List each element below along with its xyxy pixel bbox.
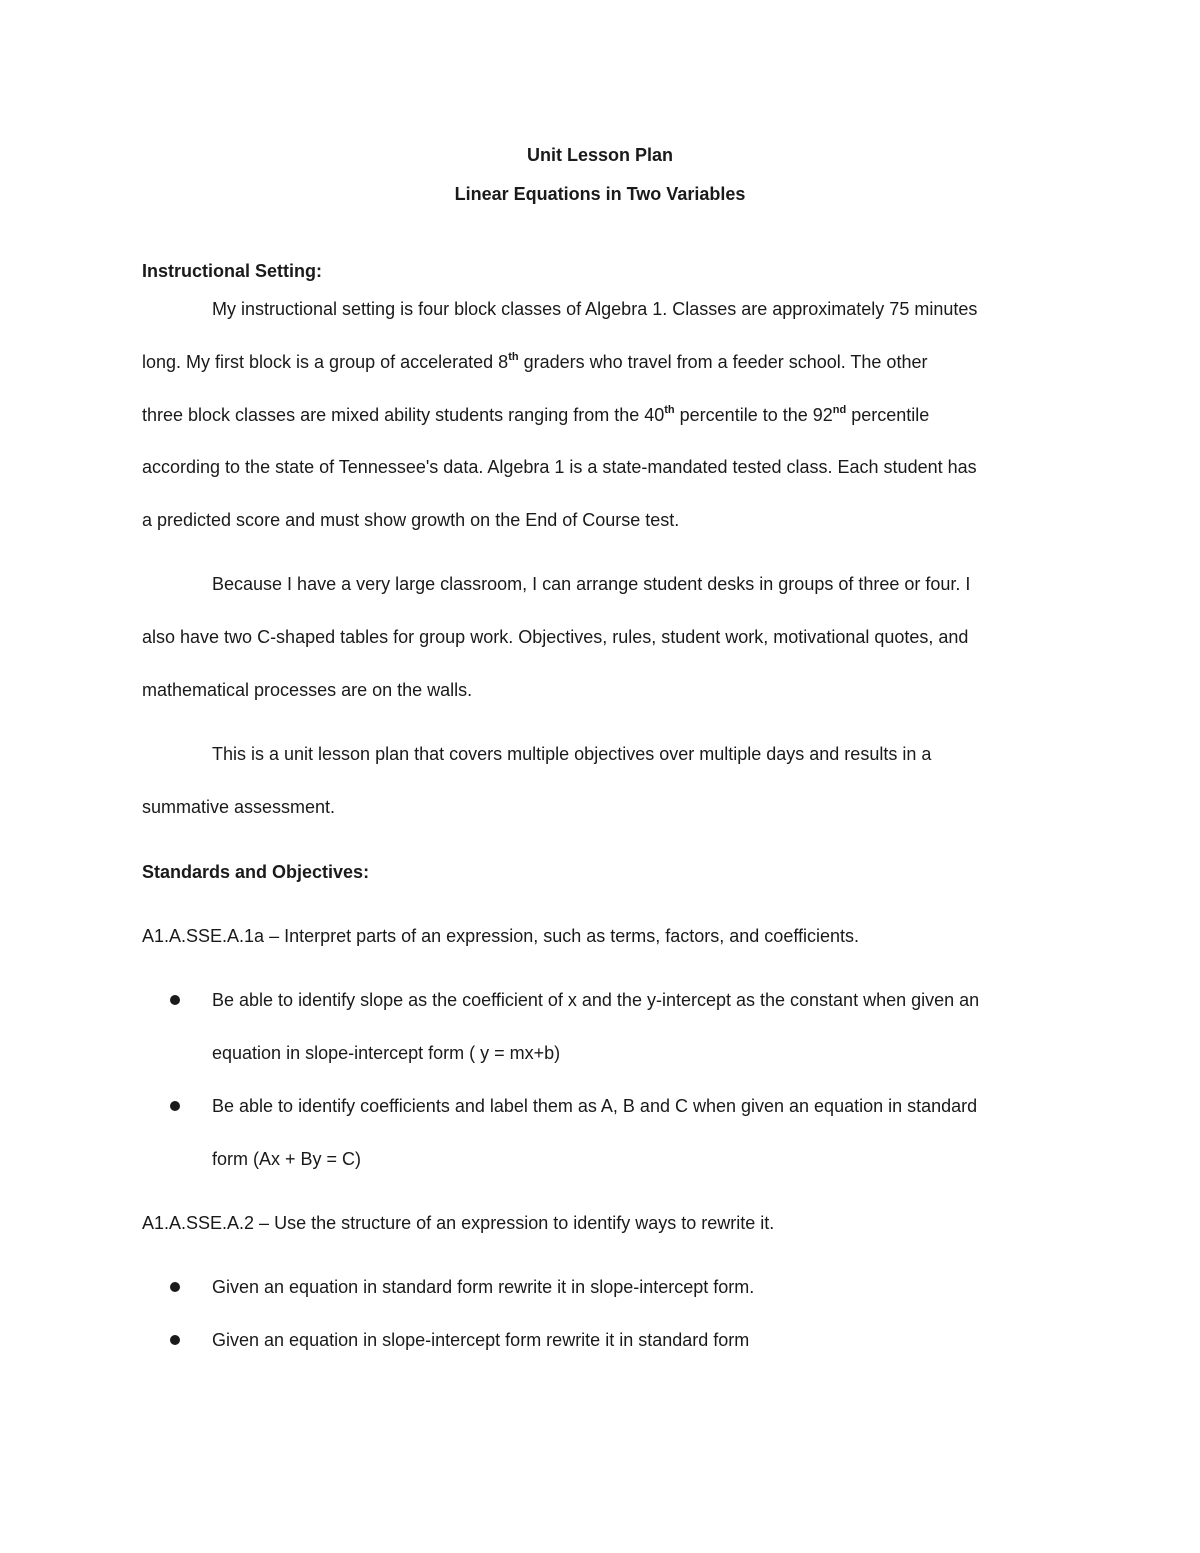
- s2-bullet2: Given an equation in slope-intercept form rewrite it in standard form: [212, 1330, 750, 1350]
- doc-subtitle: Linear Equations in Two Variables: [454, 184, 746, 204]
- s1-bullet2-line2: form (Ax + By = C): [212, 1149, 362, 1169]
- p2-line1: Because I have a very large classroom, I can arrange student desks in groups of three or four. I: [212, 574, 971, 594]
- bullet-icon: [170, 1335, 180, 1345]
- p1-line1: My instructional setting is four block classes of Algebra 1. Classes are approximately 75 minutes: [212, 299, 978, 319]
- standard-2: A1.A.SSE.A.2 – Use the structure of an expression to identify ways to rewrite it.: [142, 1213, 775, 1233]
- bullet-icon: [170, 1282, 180, 1292]
- bullet-icon: [170, 1101, 180, 1111]
- p1-line2: long. My first block is a group of accelerated 8th graders who travel from a feeder school. The other: [142, 351, 928, 372]
- s1-bullet1-line1: Be able to identify slope as the coefficient of x and the y-intercept as the constant when given an: [212, 990, 980, 1010]
- p1-line3: three block classes are mixed ability students ranging from the 40th percentile to the 92nd percentile: [142, 404, 930, 425]
- p3-line2: summative assessment.: [142, 797, 336, 817]
- p2-line3: mathematical processes are on the walls.: [142, 680, 473, 700]
- setting-heading: Instructional Setting:: [142, 261, 322, 281]
- s1-bullet2-line1: Be able to identify coefficients and label them as A, B and C when given an equation in standard: [212, 1096, 978, 1116]
- s1-bullet1-line2: equation in slope-intercept form ( y = mx+b): [212, 1043, 561, 1063]
- standard-1: A1.A.SSE.A.1a – Interpret parts of an expression, such as terms, factors, and coefficients.: [142, 926, 860, 946]
- bullet-icon: [170, 995, 180, 1005]
- p1-line4: according to the state of Tennessee's data. Algebra 1 is a state-mandated tested class. Each student has: [142, 457, 977, 477]
- s2-bullet1: Given an equation in standard form rewrite it in slope-intercept form.: [212, 1277, 755, 1297]
- standards-heading: Standards and Objectives:: [142, 862, 370, 882]
- doc-title: Unit Lesson Plan: [526, 145, 674, 165]
- p2-line2: also have two C-shaped tables for group work. Objectives, rules, student work, motivational quotes, and: [142, 627, 969, 647]
- p3-line1: This is a unit lesson plan that covers multiple objectives over multiple days and results in a: [212, 744, 932, 764]
- p1-line5: a predicted score and must show growth on the End of Course test.: [142, 510, 680, 530]
